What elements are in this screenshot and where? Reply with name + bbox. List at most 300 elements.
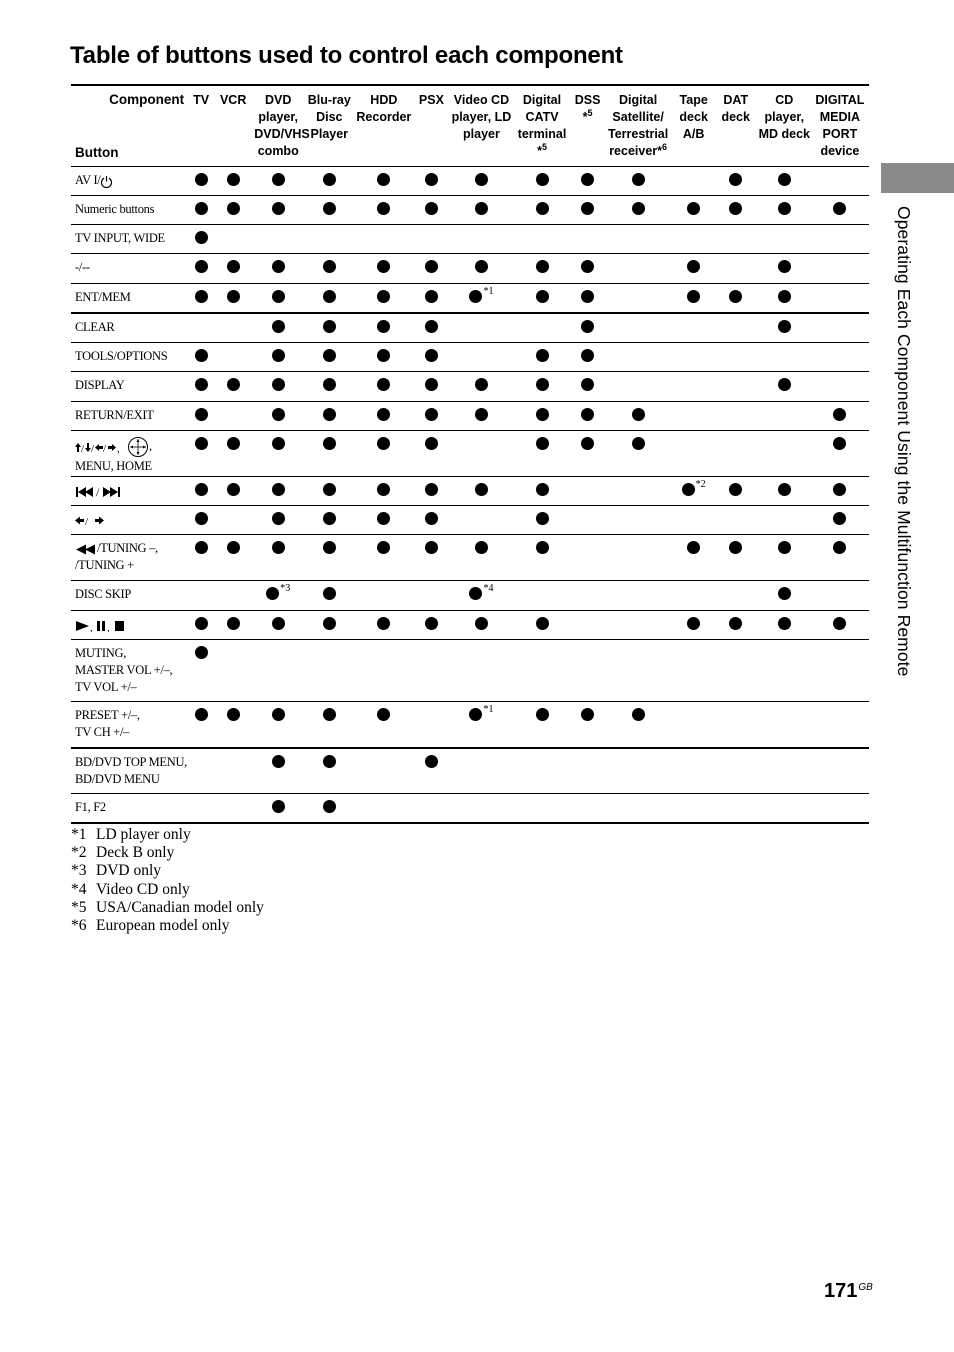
support-cell xyxy=(212,225,254,254)
column-header-label: Blu-ray Disc Player xyxy=(307,93,351,141)
support-cell xyxy=(302,640,356,702)
support-cell xyxy=(190,372,212,402)
support-cell xyxy=(511,611,572,640)
support-cell xyxy=(212,794,254,823)
support-cell xyxy=(302,431,356,477)
support-cell xyxy=(411,611,451,640)
support-cell xyxy=(212,254,254,284)
supported-dot xyxy=(469,587,482,600)
supported-dot xyxy=(833,512,846,525)
supported-dot xyxy=(323,408,336,421)
table-row xyxy=(71,225,869,254)
support-cell xyxy=(674,535,714,581)
supported-dot xyxy=(729,290,742,303)
support-cell xyxy=(254,477,302,506)
button-label: -/-- xyxy=(71,254,190,284)
support-cell xyxy=(573,225,603,254)
supported-dot xyxy=(227,290,240,303)
supported-dot xyxy=(833,408,846,421)
supported-dot xyxy=(778,290,791,303)
supported-dot xyxy=(272,408,285,421)
support-cell xyxy=(758,702,811,748)
support-cell xyxy=(511,535,572,581)
supported-dot xyxy=(227,173,240,186)
support-cell xyxy=(674,313,714,343)
support-cell xyxy=(674,343,714,372)
support-cell xyxy=(573,402,603,431)
support-cell xyxy=(212,702,254,748)
support-cell xyxy=(811,431,869,477)
support-cell xyxy=(811,477,869,506)
support-cell xyxy=(212,535,254,581)
support-cell xyxy=(356,284,411,313)
support-cell xyxy=(212,581,254,611)
footnote-ref: *1 xyxy=(483,704,494,715)
support-cell xyxy=(674,581,714,611)
column-header-label: DVD player, DVD/VHS combo xyxy=(254,93,310,158)
section-title: Operating Each Component Using the Multifunction Remote xyxy=(894,206,914,677)
supported-dot xyxy=(323,483,336,496)
button-label-text: /TUNING –, /TUNING + xyxy=(75,541,158,572)
column-header-label: VCR xyxy=(219,93,247,107)
support-cell xyxy=(758,506,811,535)
supported-dot xyxy=(272,320,285,333)
support-cell xyxy=(190,402,212,431)
button-label: DISPLAY xyxy=(71,372,190,402)
button-label xyxy=(71,506,190,535)
supported-dot xyxy=(227,483,240,496)
table-row xyxy=(71,477,869,506)
support-cell xyxy=(758,477,811,506)
support-cell xyxy=(758,611,811,640)
column-header xyxy=(511,85,572,167)
supported-dot xyxy=(833,541,846,554)
supported-dot xyxy=(581,378,594,391)
button-label: RETURN/EXIT xyxy=(71,402,190,431)
support-cell xyxy=(254,581,302,611)
supported-dot xyxy=(195,512,208,525)
support-cell xyxy=(714,284,758,313)
supported-dot xyxy=(687,290,700,303)
footnote-ref: *1 xyxy=(483,286,494,297)
support-cell xyxy=(511,640,572,702)
component-button-table xyxy=(71,84,869,824)
support-cell xyxy=(811,506,869,535)
support-cell xyxy=(603,313,674,343)
supported-dot xyxy=(475,617,488,630)
support-cell xyxy=(302,167,356,196)
page-title: Table of buttons used to control each component xyxy=(70,42,623,69)
support-cell xyxy=(451,284,511,313)
column-header-footnote-ref: 5 xyxy=(541,141,547,152)
support-cell xyxy=(758,402,811,431)
table-row xyxy=(71,284,869,313)
column-header xyxy=(451,85,511,167)
table-row xyxy=(71,167,869,196)
support-cell xyxy=(356,313,411,343)
support-cell xyxy=(302,581,356,611)
supported-dot xyxy=(778,378,791,391)
support-cell xyxy=(254,611,302,640)
support-cell xyxy=(302,611,356,640)
table-row xyxy=(71,254,869,284)
supported-dot xyxy=(195,231,208,244)
support-cell xyxy=(356,343,411,372)
footnote-ref: *2 xyxy=(695,479,706,490)
support-cell xyxy=(190,477,212,506)
support-cell xyxy=(254,506,302,535)
support-cell xyxy=(511,343,572,372)
support-cell xyxy=(411,748,451,794)
supported-dot xyxy=(272,541,285,554)
support-cell xyxy=(674,167,714,196)
supported-dot xyxy=(377,378,390,391)
support-cell xyxy=(511,402,572,431)
support-cell xyxy=(302,254,356,284)
button-label xyxy=(71,431,190,477)
support-cell xyxy=(714,254,758,284)
support-cell xyxy=(714,196,758,225)
supported-dot xyxy=(266,587,279,600)
support-cell xyxy=(603,254,674,284)
support-cell xyxy=(451,748,511,794)
supported-dot xyxy=(323,349,336,362)
support-cell xyxy=(573,431,603,477)
footnote xyxy=(71,881,264,899)
supported-dot xyxy=(833,483,846,496)
support-cell xyxy=(603,506,674,535)
support-cell xyxy=(511,506,572,535)
support-cell xyxy=(254,343,302,372)
support-cell xyxy=(758,535,811,581)
support-cell xyxy=(356,254,411,284)
supported-dot xyxy=(323,800,336,813)
support-cell xyxy=(511,372,572,402)
support-cell xyxy=(674,284,714,313)
support-cell xyxy=(511,794,572,823)
support-cell xyxy=(758,581,811,611)
support-cell xyxy=(190,748,212,794)
supported-dot xyxy=(581,437,594,450)
support-cell xyxy=(603,343,674,372)
support-cell xyxy=(356,794,411,823)
support-cell xyxy=(411,196,451,225)
support-cell xyxy=(190,640,212,702)
support-cell xyxy=(811,535,869,581)
supported-dot xyxy=(272,617,285,630)
support-cell xyxy=(573,748,603,794)
support-cell xyxy=(411,581,451,611)
support-cell xyxy=(511,196,572,225)
button-label: F1, F2 xyxy=(71,794,190,823)
support-cell xyxy=(573,343,603,372)
support-cell xyxy=(714,167,758,196)
supported-dot xyxy=(195,408,208,421)
support-cell xyxy=(603,431,674,477)
support-cell xyxy=(212,196,254,225)
supported-dot xyxy=(323,290,336,303)
support-cell xyxy=(212,640,254,702)
column-header-label: Digital Satellite/ Terrestrial receiver* xyxy=(608,93,669,158)
supported-dot xyxy=(323,755,336,768)
column-header-label: DIGITAL MEDIA PORT device xyxy=(815,93,865,158)
support-cell xyxy=(254,196,302,225)
table-row xyxy=(71,402,869,431)
supported-dot xyxy=(425,320,438,333)
support-cell xyxy=(411,284,451,313)
footnote-text: DVD only xyxy=(96,862,162,880)
support-cell xyxy=(190,506,212,535)
supported-dot xyxy=(475,483,488,496)
support-cell xyxy=(603,702,674,748)
column-header xyxy=(254,85,310,167)
support-cell xyxy=(254,640,302,702)
left-right-icon xyxy=(75,512,105,526)
supported-dot xyxy=(833,437,846,450)
support-cell xyxy=(212,167,254,196)
footnote-text: LD player only xyxy=(96,826,191,843)
supported-dot xyxy=(425,202,438,215)
supported-dot xyxy=(536,708,549,721)
support-cell xyxy=(302,343,356,372)
support-cell xyxy=(356,581,411,611)
supported-dot xyxy=(227,437,240,450)
support-cell xyxy=(714,343,758,372)
supported-dot xyxy=(632,408,645,421)
supported-dot xyxy=(272,437,285,450)
button-label: TOOLS/OPTIONS xyxy=(71,343,190,372)
support-cell xyxy=(212,477,254,506)
button-label xyxy=(71,477,190,506)
supported-dot xyxy=(323,378,336,391)
support-cell xyxy=(302,535,356,581)
button-label xyxy=(71,167,190,196)
table-row xyxy=(71,640,869,702)
column-header-label: HDD Recorder xyxy=(356,93,412,124)
support-cell xyxy=(674,794,714,823)
supported-dot xyxy=(272,708,285,721)
support-cell xyxy=(451,477,511,506)
supported-dot xyxy=(323,320,336,333)
button-label: TV INPUT, WIDE xyxy=(71,225,190,254)
support-cell xyxy=(811,640,869,702)
support-cell xyxy=(411,477,451,506)
supported-dot xyxy=(195,617,208,630)
support-cell xyxy=(714,702,758,748)
support-cell xyxy=(811,196,869,225)
table-row xyxy=(71,431,869,477)
supported-dot xyxy=(632,708,645,721)
table-row xyxy=(71,748,869,794)
supported-dot xyxy=(227,617,240,630)
support-cell xyxy=(573,640,603,702)
column-header xyxy=(302,85,356,167)
column-header-footnote-ref: 5 xyxy=(587,107,593,118)
support-cell xyxy=(212,611,254,640)
supported-dot xyxy=(536,483,549,496)
supported-dot xyxy=(425,408,438,421)
supported-dot xyxy=(377,320,390,333)
supported-dot xyxy=(632,202,645,215)
supported-dot xyxy=(729,202,742,215)
supported-dot xyxy=(687,617,700,630)
support-cell xyxy=(573,313,603,343)
support-cell xyxy=(811,702,869,748)
support-cell xyxy=(758,640,811,702)
support-cell xyxy=(811,372,869,402)
button-label: DISC SKIP xyxy=(71,581,190,611)
support-cell xyxy=(674,402,714,431)
support-cell xyxy=(603,477,674,506)
supported-dot xyxy=(272,202,285,215)
footnote xyxy=(71,917,264,935)
column-header xyxy=(212,85,254,167)
support-cell xyxy=(573,372,603,402)
supported-dot xyxy=(323,202,336,215)
support-cell xyxy=(511,431,572,477)
support-cell xyxy=(302,372,356,402)
supported-dot xyxy=(778,173,791,186)
supported-dot xyxy=(632,173,645,186)
support-cell xyxy=(411,313,451,343)
supported-dot xyxy=(632,437,645,450)
support-cell xyxy=(511,477,572,506)
support-cell xyxy=(411,506,451,535)
supported-dot xyxy=(323,260,336,273)
support-cell xyxy=(356,640,411,702)
support-cell xyxy=(714,225,758,254)
supported-dot xyxy=(195,173,208,186)
supported-dot xyxy=(536,378,549,391)
table-row xyxy=(71,794,869,823)
supported-dot xyxy=(272,260,285,273)
support-cell xyxy=(190,794,212,823)
support-cell xyxy=(451,402,511,431)
support-cell xyxy=(758,284,811,313)
support-cell xyxy=(811,254,869,284)
play-pause-stop-icon xyxy=(75,617,129,631)
footnote-id: *3 xyxy=(71,862,87,880)
footnote xyxy=(71,862,264,880)
supported-dot xyxy=(195,202,208,215)
support-cell xyxy=(451,611,511,640)
button-header: Button xyxy=(75,145,119,160)
support-cell xyxy=(573,284,603,313)
support-cell xyxy=(212,748,254,794)
support-cell xyxy=(451,254,511,284)
support-cell xyxy=(674,196,714,225)
support-cell xyxy=(190,611,212,640)
support-cell xyxy=(603,794,674,823)
page-number xyxy=(824,1280,873,1303)
support-cell xyxy=(603,284,674,313)
support-cell xyxy=(811,581,869,611)
supported-dot xyxy=(778,320,791,333)
support-cell xyxy=(674,748,714,794)
support-cell xyxy=(302,506,356,535)
supported-dot xyxy=(195,260,208,273)
support-cell xyxy=(573,196,603,225)
support-cell xyxy=(212,506,254,535)
support-cell xyxy=(714,313,758,343)
support-cell xyxy=(451,372,511,402)
footnote-id: *6 xyxy=(71,917,87,935)
supported-dot xyxy=(425,260,438,273)
support-cell xyxy=(411,431,451,477)
column-header-label: DAT deck xyxy=(721,93,750,124)
supported-dot xyxy=(377,483,390,496)
supported-dot xyxy=(195,437,208,450)
supported-dot xyxy=(195,349,208,362)
support-cell xyxy=(411,402,451,431)
support-cell xyxy=(302,313,356,343)
support-cell xyxy=(411,640,451,702)
support-cell xyxy=(451,225,511,254)
support-cell xyxy=(302,477,356,506)
support-cell xyxy=(573,794,603,823)
supported-dot xyxy=(536,437,549,450)
support-cell xyxy=(603,167,674,196)
support-cell xyxy=(302,225,356,254)
support-cell xyxy=(411,372,451,402)
support-cell xyxy=(190,431,212,477)
support-cell xyxy=(511,581,572,611)
table-row xyxy=(71,611,869,640)
support-cell xyxy=(254,535,302,581)
supported-dot xyxy=(323,437,336,450)
support-cell xyxy=(811,611,869,640)
support-cell xyxy=(356,611,411,640)
support-cell xyxy=(603,372,674,402)
supported-dot xyxy=(536,290,549,303)
supported-dot xyxy=(195,541,208,554)
support-cell xyxy=(511,167,572,196)
supported-dot xyxy=(536,541,549,554)
support-cell xyxy=(603,581,674,611)
column-header-label: Digital CATV terminal * xyxy=(517,93,567,158)
supported-dot xyxy=(272,290,285,303)
supported-dot xyxy=(475,260,488,273)
supported-dot xyxy=(377,512,390,525)
support-cell xyxy=(714,477,758,506)
footnote-id: *1 xyxy=(71,826,87,843)
support-cell xyxy=(451,196,511,225)
supported-dot xyxy=(377,260,390,273)
svg-text:/: / xyxy=(91,442,94,454)
supported-dot xyxy=(475,541,488,554)
footnote xyxy=(71,826,264,844)
support-cell xyxy=(356,167,411,196)
support-cell xyxy=(603,225,674,254)
supported-dot xyxy=(581,290,594,303)
support-cell xyxy=(573,254,603,284)
support-cell xyxy=(758,794,811,823)
support-cell xyxy=(758,431,811,477)
button-label: ENT/MEM xyxy=(71,284,190,313)
support-cell xyxy=(603,196,674,225)
support-cell xyxy=(451,794,511,823)
supported-dot xyxy=(581,320,594,333)
support-cell xyxy=(451,506,511,535)
button-label: PRESET +/–, TV CH +/– xyxy=(71,702,190,748)
support-cell xyxy=(811,794,869,823)
support-cell xyxy=(573,535,603,581)
support-cell xyxy=(212,402,254,431)
support-cell xyxy=(302,794,356,823)
support-cell xyxy=(411,167,451,196)
support-cell xyxy=(411,702,451,748)
support-cell xyxy=(356,225,411,254)
